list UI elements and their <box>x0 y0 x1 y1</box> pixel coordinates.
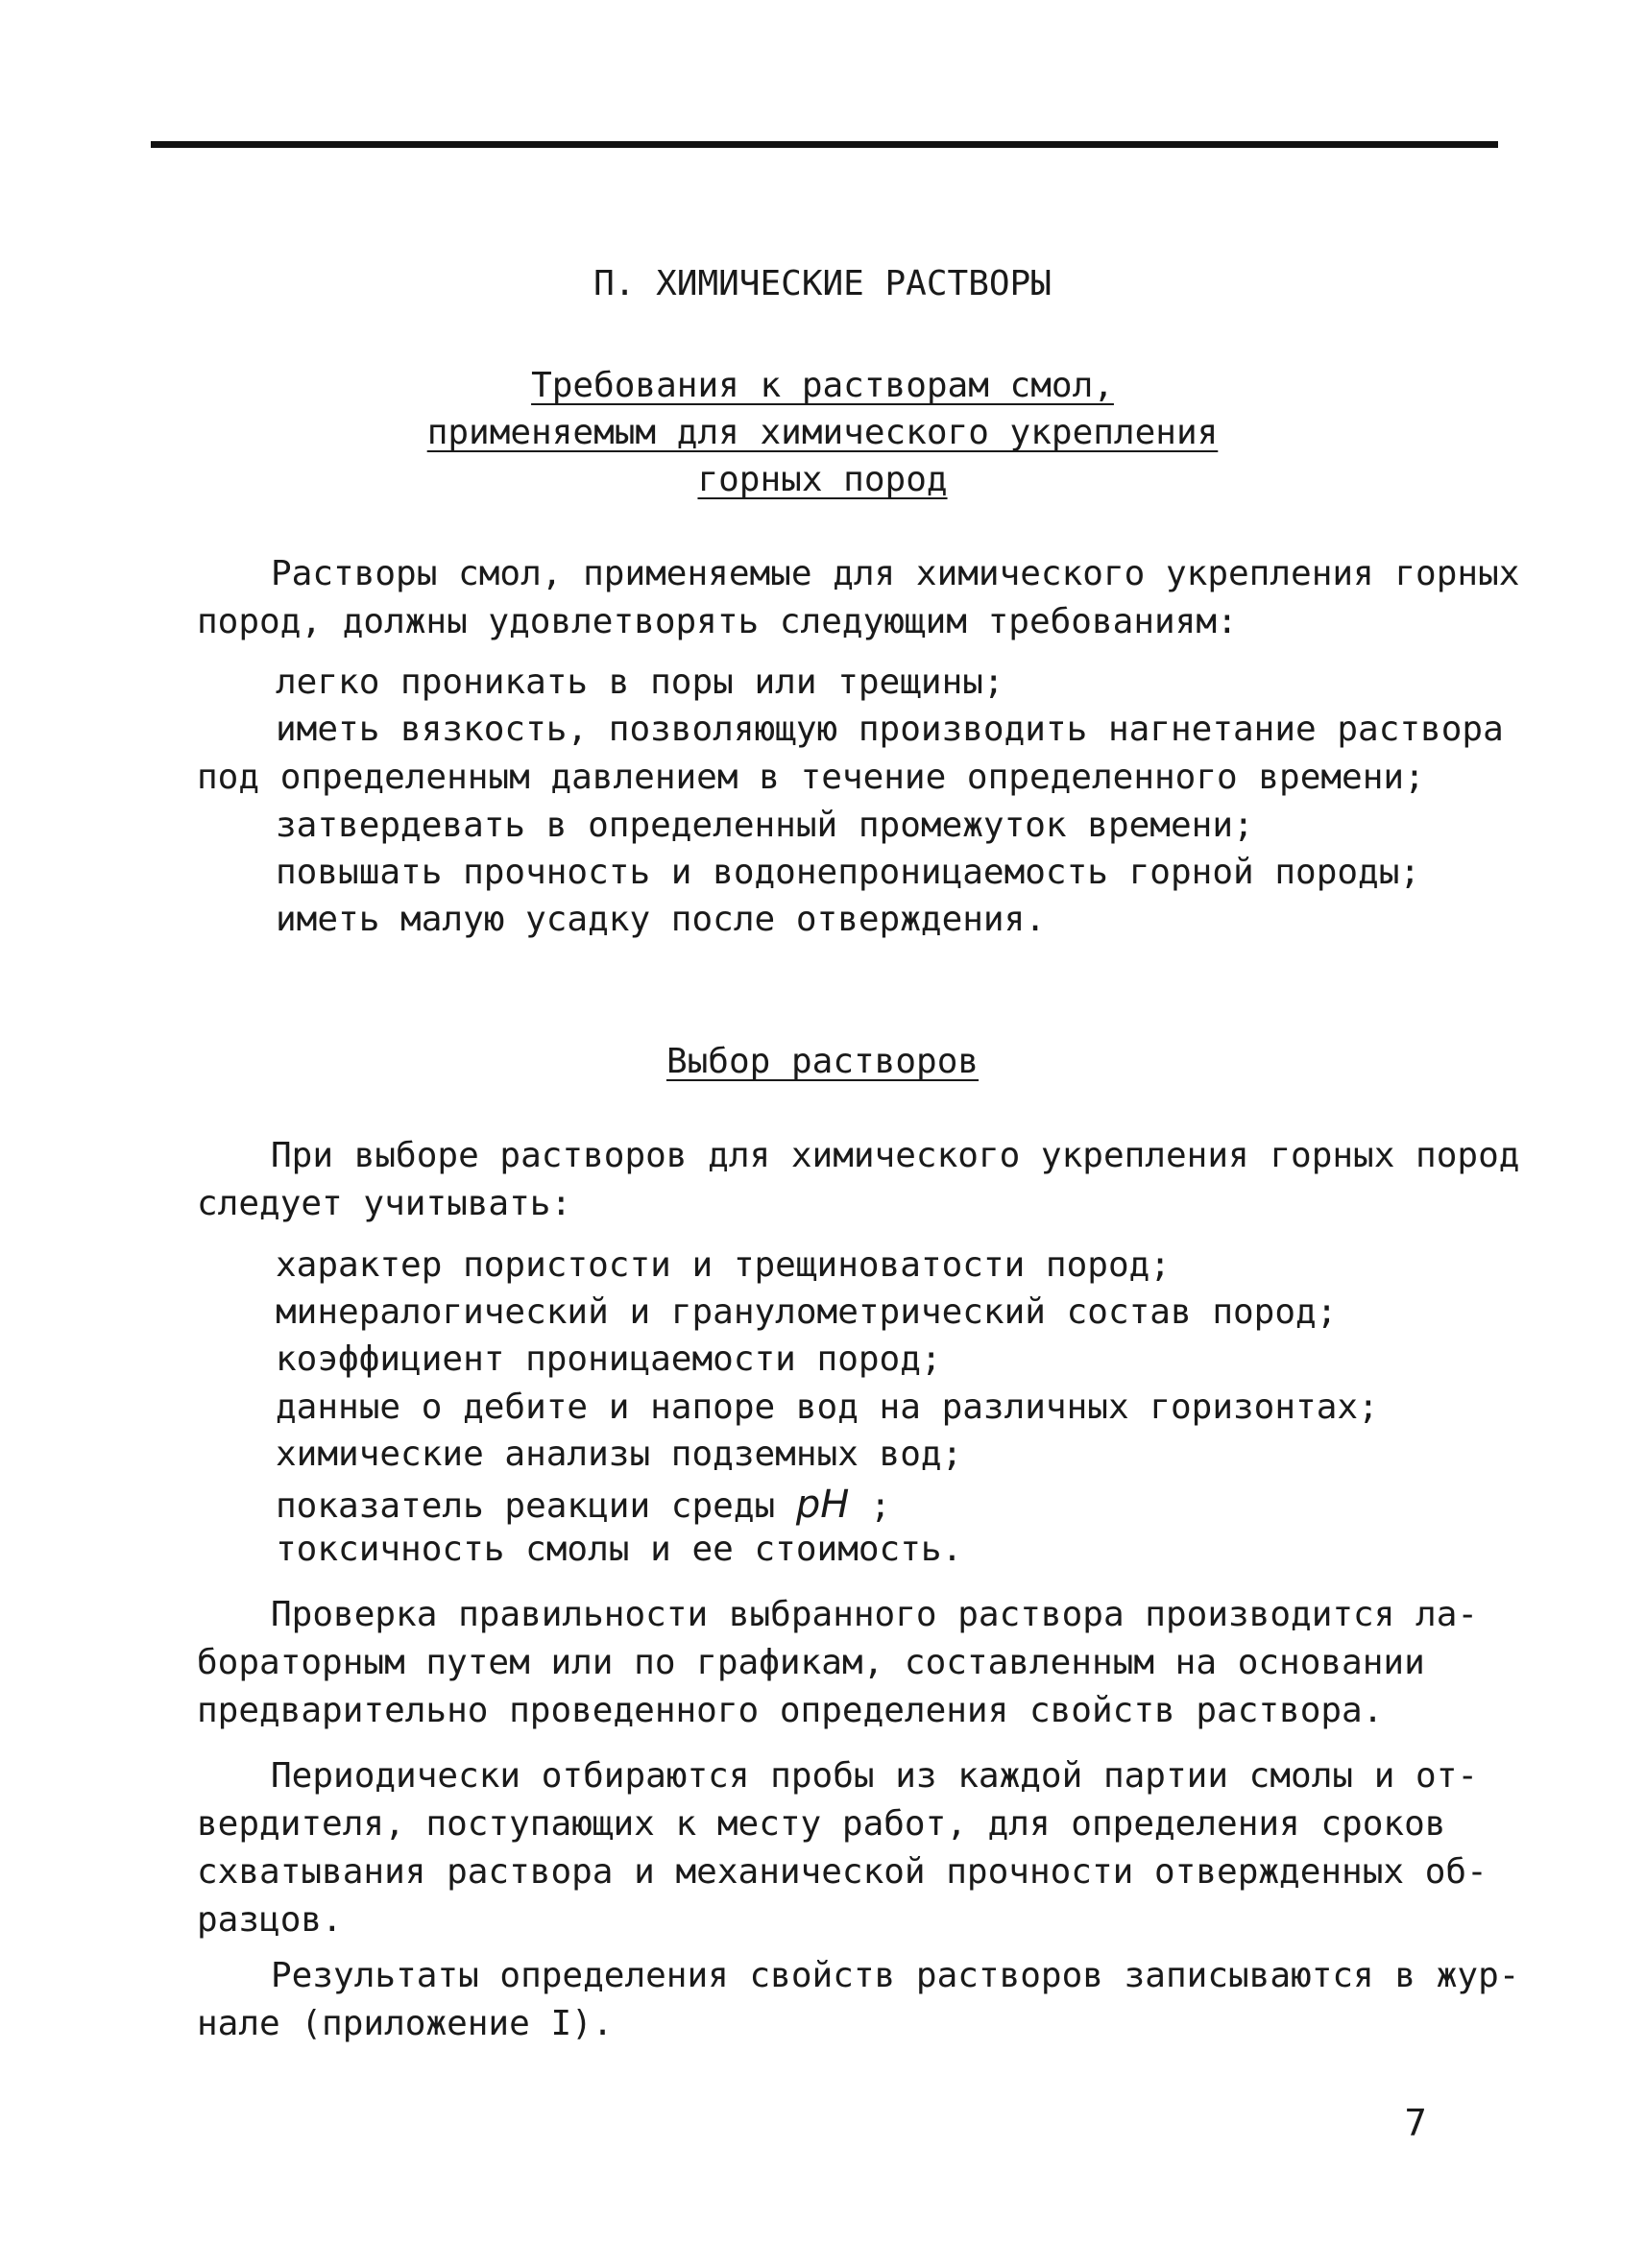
selection-intro-line-2: следует учитывать: <box>197 1184 572 1223</box>
paragraph-line: Периодически отбираются пробы из каждой партии смолы и от- <box>271 1756 1479 1796</box>
paragraph-line: нале (приложение I). <box>197 2004 614 2043</box>
subsection-title-line-3: горных пород <box>697 460 948 499</box>
paragraph-line: Проверка правильности выбранного раствора производится ла- <box>271 1595 1479 1634</box>
paragraph-line: предварительно проведенного определения свойств раствора. <box>197 1691 1384 1730</box>
factor-item: минералогический и гранулометрический состав пород; <box>276 1292 1338 1332</box>
section-title: П. ХИМИЧЕСКИЕ РАСТВОРЫ <box>593 264 1052 303</box>
requirement-item: легко проникать в поры или трещины; <box>276 663 1004 702</box>
requirement-item: иметь вязкость, позволяющую производить нагнетание раствора <box>276 710 1504 749</box>
subsection-title-line-2: применяемым для химического укрепления <box>426 413 1219 452</box>
page-number: 7 <box>1404 2102 1428 2144</box>
paragraph-line: схватывания раствора и механической прочности отвержденных об- <box>197 1852 1488 1892</box>
requirement-item: затвердевать в определенный промежуток времени; <box>276 806 1254 845</box>
paragraph-line: Результаты определения свойств растворов записываются в жур- <box>271 1956 1520 1995</box>
paragraph-line: бораторным путем или по графикам, составленным на основании <box>197 1643 1425 1682</box>
paragraph-line: вердителя, поступающих к месту работ, для определения сроков <box>197 1804 1446 1844</box>
intro-line-1: Растворы смол, применяемые для химического укрепления горных <box>271 554 1520 593</box>
subsection-title-line-1: Требования к растворам смол, <box>531 366 1114 405</box>
subsection-2-title: Выбор растворов <box>665 1042 980 1081</box>
factor-item: коэффициент проницаемости пород; <box>276 1339 942 1379</box>
factor-item: характер пористости и трещиноватости пород; <box>276 1245 1171 1285</box>
requirement-item: повышать прочность и водонепроницаемость горной породы; <box>276 853 1421 892</box>
ph-item-suffix: ; <box>870 1486 891 1526</box>
factor-item-ph <box>276 1483 891 1527</box>
intro-line-2: пород, должны удовлетворять следующим требованиям: <box>197 602 1238 641</box>
factor-item: химические анализы подземных вод; <box>276 1435 963 1474</box>
requirement-item: иметь малую усадку после отверждения. <box>276 900 1046 939</box>
factor-item: данные о дебите и напоре вод на различных горизонтах; <box>276 1387 1379 1427</box>
requirement-item-continuation: под определенным давлением в течение определенного времени; <box>197 758 1425 797</box>
header-rule <box>151 141 1498 148</box>
factor-item: токсичность смолы и ее стоимость. <box>276 1530 963 1569</box>
ph-item-prefix: показатель реакции среды <box>276 1486 776 1526</box>
paragraph-line: разцов. <box>197 1900 343 1940</box>
ph-symbol: pH <box>795 1483 850 1527</box>
selection-intro-line-1: При выборе растворов для химического укрепления горных пород <box>271 1136 1520 1175</box>
